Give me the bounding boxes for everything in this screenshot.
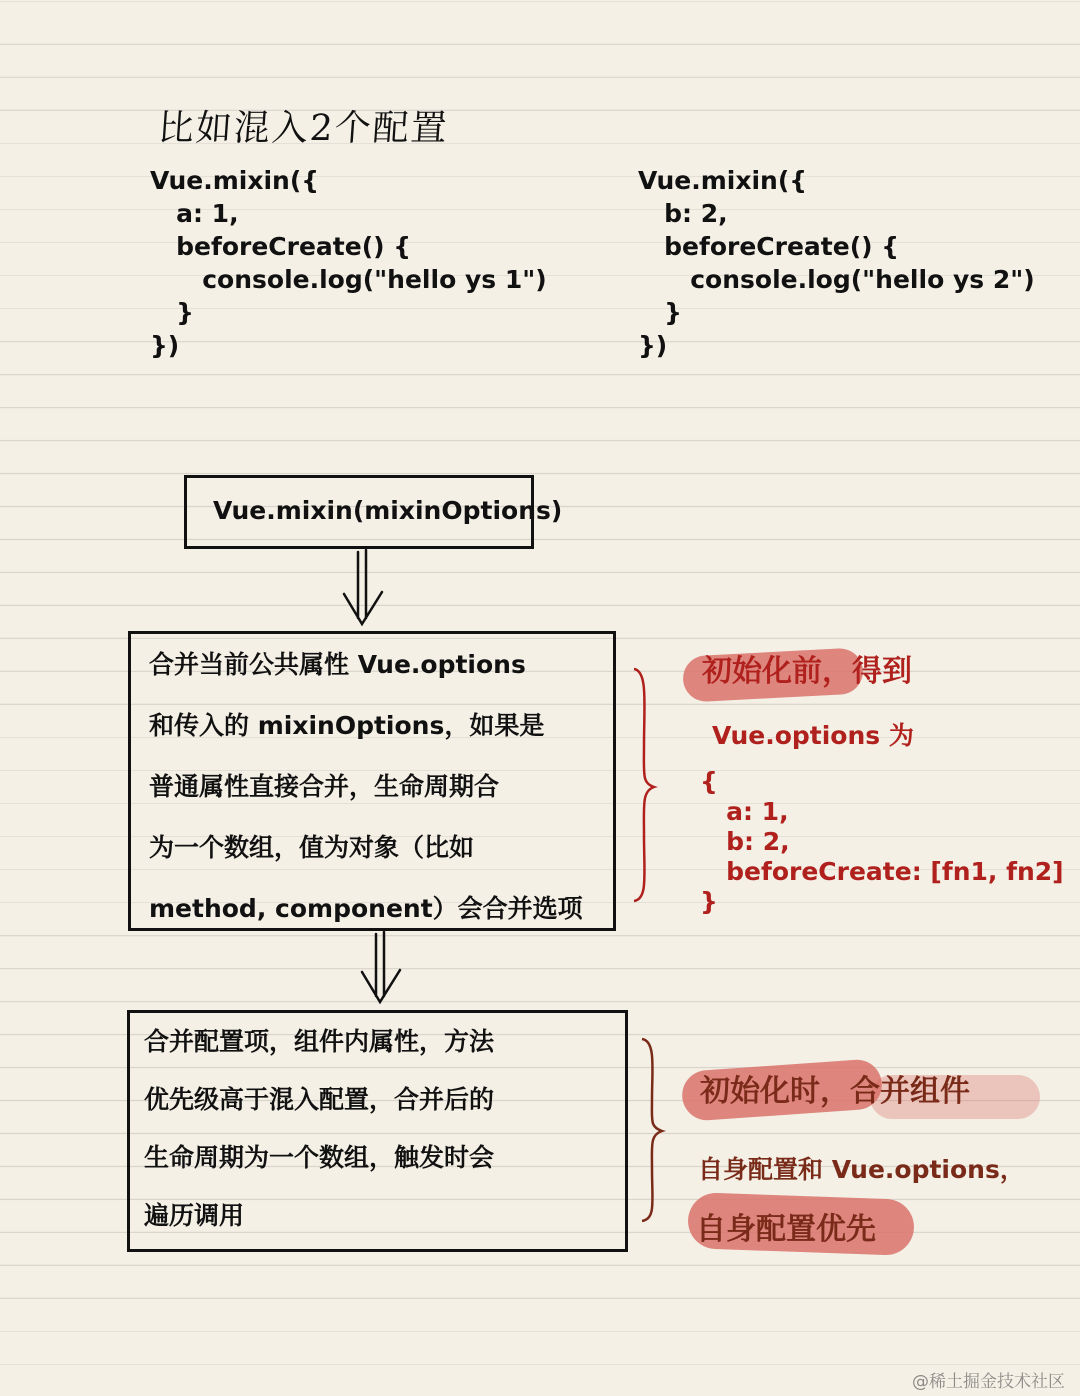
- code-block-mixin-2: Vue.mixin({ b: 2, beforeCreate() { console.log("hello ys 2") } }): [638, 166, 1035, 360]
- brace-icon: [636, 1035, 666, 1225]
- brace-icon: [628, 665, 658, 905]
- box2-line: 为一个数组，值为对象（比如: [149, 833, 475, 862]
- box3-line: 合并配置项，组件内属性，方法: [144, 1027, 495, 1056]
- box3-line: 优先级高于混入配置，合并后的: [144, 1085, 495, 1114]
- note-during-init-line2: 自身配置和 Vue.options，: [698, 1155, 1025, 1184]
- flow-box-mixin-call-text: Vue.mixin(mixinOptions): [213, 496, 563, 525]
- flow-box-merge-component: [127, 1010, 628, 1252]
- watermark: @稀土掘金技术社区: [912, 1372, 1065, 1392]
- flow-box-merge-global: [128, 631, 616, 931]
- page-heading: 比如混入2个配置: [156, 108, 451, 149]
- box3-line: 遍历调用: [144, 1201, 245, 1230]
- box2-line: 合并当前公共属性 Vue.options: [149, 650, 526, 679]
- box2-line: 和传入的 mixinOptions，如果是: [149, 711, 545, 740]
- box3-line: 生命周期为一个数组，触发时会: [144, 1143, 495, 1172]
- note-during-init-line3: 自身配置优先: [696, 1212, 876, 1247]
- flow-box-merge-component-text: [144, 1013, 494, 1245]
- flow-box-mixin-call: [184, 475, 563, 549]
- flow-box-merge-global-text: [149, 634, 583, 939]
- box2-line: method, component）会合并选项: [149, 894, 583, 923]
- note-during-init-line1: 初始化时，合并组件: [700, 1074, 970, 1109]
- note-before-init-subtitle: Vue.options 为: [712, 721, 914, 750]
- box2-line: 普通属性直接合并，生命周期合: [149, 772, 500, 801]
- note-before-init-code: { a: 1, b: 2, beforeCreate: [fn1, fn2] }: [700, 767, 1064, 916]
- note-before-init-title: 初始化前，得到: [702, 654, 912, 689]
- down-arrow-icon: [356, 930, 406, 1005]
- code-block-mixin-1: Vue.mixin({ a: 1, beforeCreate() { console.log("hello ys 1") } }): [150, 166, 547, 360]
- down-arrow-icon: [338, 548, 388, 628]
